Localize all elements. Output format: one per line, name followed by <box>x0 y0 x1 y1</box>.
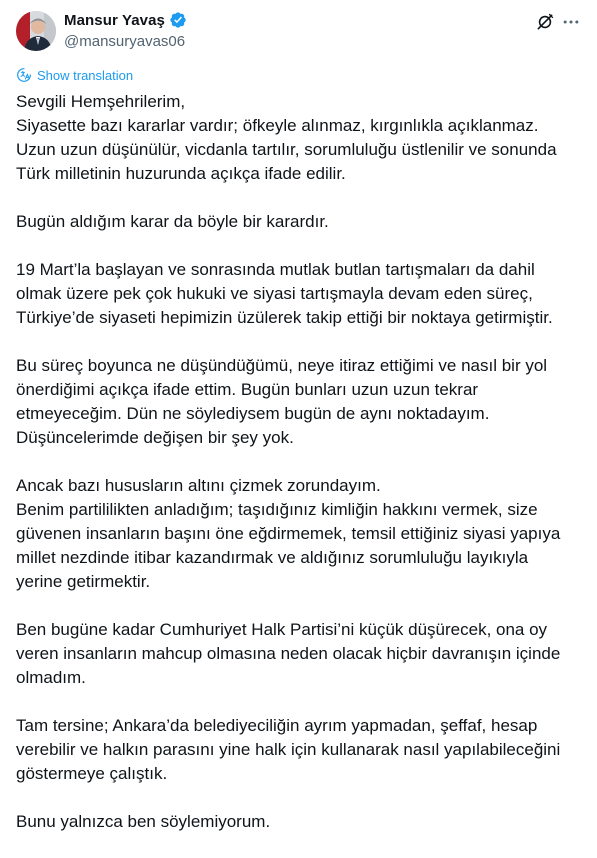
text-line: Düşüncelerimde değişen bir şey yok. <box>16 428 294 447</box>
handle[interactable]: @mansuryavas06 <box>64 33 186 50</box>
display-name[interactable]: Mansur Yavaş <box>64 11 165 29</box>
translate-icon <box>16 67 32 83</box>
tweet-text <box>16 90 586 858</box>
tweet-header <box>16 8 581 56</box>
paragraph <box>16 354 586 450</box>
text-line: etmeyeceğim. Dün ne söylediysem bugün de aynı noktadayım. <box>16 404 490 423</box>
grok-icon[interactable] <box>535 12 555 32</box>
text-line: önerdiğimi açıkça ifade ettim. Bugün bunları uzun uzun tekrar <box>16 380 479 399</box>
text-line: Benim partililikten anladığım; taşıdığınız kimliğin hakkını vermek, size <box>16 500 538 519</box>
text-line: Bugün aldığım karar da böyle bir karardır. <box>16 212 329 231</box>
text-line: olmadım. <box>16 668 86 687</box>
text-line: Bunu yalnızca ben söylemiyorum. <box>16 812 271 831</box>
text-line: Türk milletinin huzurunda açıkça ifade edilir. <box>16 164 346 183</box>
text-line: güvenen insanların başını öne eğdirmemek, temsil ettiğiniz siyasi yapıya <box>16 524 561 543</box>
paragraph <box>16 210 586 234</box>
text-line: 19 Mart’la başlayan ve sonrasında mutlak butlan tartışmaları da dahil <box>16 260 535 279</box>
text-line: Bu süreç boyunca ne düşündüğümü, neye itiraz ettiğimi ve nasıl bir yol <box>16 356 548 375</box>
text-line: Ancak bazı hususların altını çizmek zorundayım. <box>16 476 381 495</box>
paragraph <box>16 474 586 594</box>
text-line: Ben bugüne kadar Cumhuriyet Halk Partisi’ni küçük düşürecek, ona oy <box>16 620 548 639</box>
text-line: göstermeye çalıştık. <box>16 764 168 783</box>
text-line: Türkiye’de siyaseti hepimizin üzülerek takip ettiği bir noktaya getirmiştir. <box>16 308 553 327</box>
paragraph <box>16 90 586 186</box>
profile-photo-icon <box>16 11 56 51</box>
text-line: yerine getirmektir. <box>16 572 151 591</box>
text-line: Uzun uzun düşünülür, vicdanla tartılır, sorumluluğu üstlenilir ve sonunda <box>16 140 557 159</box>
paragraph <box>16 258 586 330</box>
user-info <box>64 10 187 50</box>
verified-badge-icon[interactable] <box>169 11 187 29</box>
avatar[interactable] <box>16 11 56 51</box>
text-line: millet nezdinde itibar kazandırmak ve aldığınız sorumluluğu layıkıyla <box>16 548 529 567</box>
paragraph <box>16 618 586 690</box>
show-translation-link[interactable]: Show translation <box>37 67 134 83</box>
paragraph <box>16 714 586 786</box>
name-row <box>64 10 187 30</box>
text-line: olmak üzere pek çok hukuki ve siyasi tartışmayla devam eden süreç, <box>16 284 533 303</box>
text-line: Sevgili Hemşehrilerim, <box>16 92 186 111</box>
text-line: veren insanların mahcup olmasına neden olacak hiçbir davranışın içinde <box>16 644 561 663</box>
show-translation-row[interactable] <box>16 66 133 84</box>
paragraph <box>16 810 586 834</box>
text-line: verebilir ve halkın parasını yine halk için kullanarak nasıl yapılabileceğini <box>16 740 561 759</box>
text-line: Siyasette bazı kararlar vardır; öfkeyle alınmaz, kırgınlıkla açıklanmaz. <box>16 116 539 135</box>
text-line: Tam tersine; Ankara’da belediyeciliğin ayrım yapmadan, şeffaf, hesap <box>16 716 538 735</box>
more-dots-icon[interactable] <box>561 12 581 32</box>
